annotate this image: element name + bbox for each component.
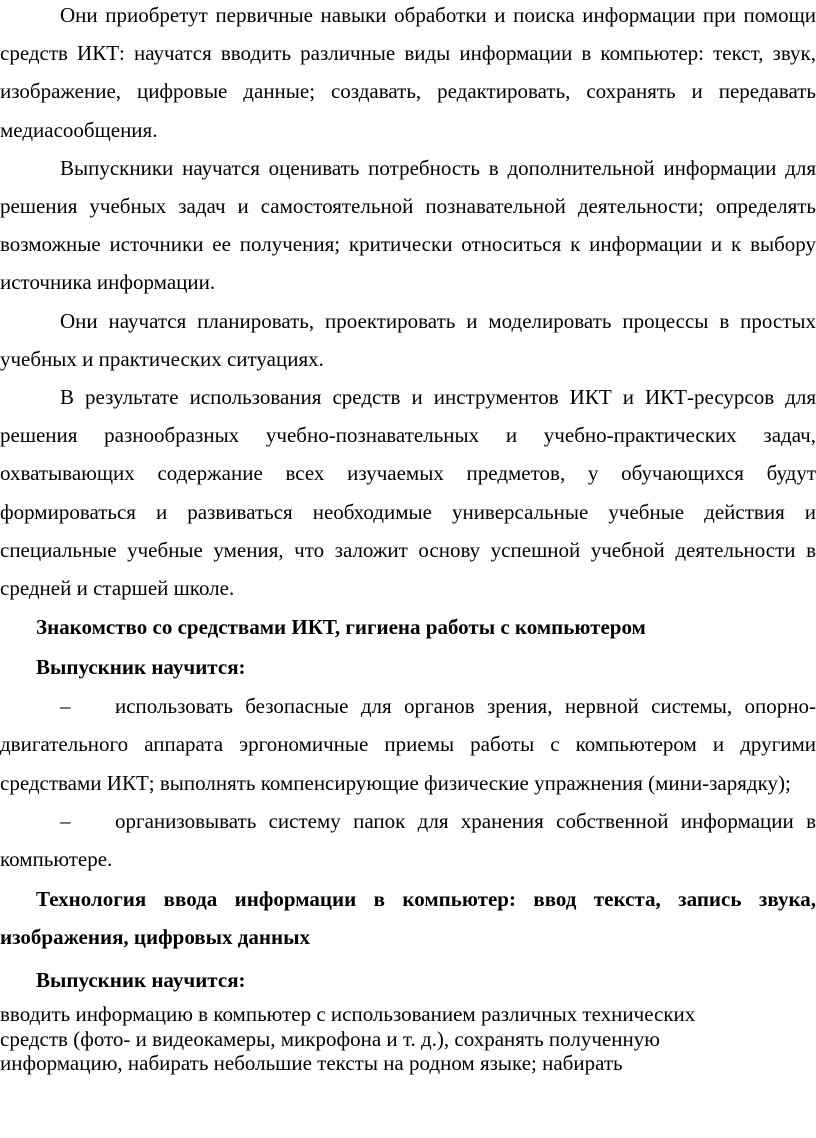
section-2-heading: Технология ввода информации в компьютер: ввод текста, запись звука, изображения, цифровых данных — [0, 887, 816, 950]
dash-marker: – — [60, 808, 71, 833]
paragraph-1: Они приобретут первичные навыки обработки и поиска информации при помощи средств ИКТ: научатся вводить различные виды информации в компьютер: текст, звук, изображение, цифровые данные; создавать, редактировать, сохранять и передавать медиасообщения. — [0, 3, 816, 142]
section-1-list-item — [0, 687, 816, 802]
list-item-text: использовать безопасные для органов зрения, нервной системы, опорно-двигательного аппарата эргономичные приемы работы с компьютером и другими средствами ИКТ; выполнять компенсирующие физические упражнения (мини-зарядку); — [0, 694, 816, 795]
paragraph-2: Выпускники научатся оценивать потребность в дополнительной информации для решения учебных задач и самостоятельной познавательной деятельности; определять возможные источники ее получения; критически относиться к информации и к выбору источника информации. — [0, 155, 816, 295]
dash-marker: – — [60, 694, 71, 719]
paragraph-3: Они научатся планировать, проектировать и моделировать процессы в простых учебных и практических ситуациях. — [0, 308, 816, 371]
list-item-text: организовывать систему папок для хранения собственной информации в компьютере. — [0, 808, 816, 872]
section-2-line-2: средств (фото- и видеокамеры, микрофона и т. д.), сохранять полученную — [0, 1026, 660, 1051]
section-1-heading: Знакомство со средствами ИКТ, гигиена работы с компьютером — [36, 615, 646, 640]
section-2-line-3: информацию, набирать небольшие тексты на родном языке; набирать — [0, 1051, 623, 1076]
section-1-subheading: Выпускник научится: — [36, 655, 246, 680]
paragraph-4: В результате использования средств и инструментов ИКТ и ИКТ-ресурсов для решения разнообразных учебно-познавательных и учебно-практических задач, охватывающих содержание всех изучаемых предметов, у обучающихся будут формироваться и развиваться необходимые универсальные учебные действия и специальные учебные умения, что заложит основу успешной учебной деятельности в средней и старшей школе. — [0, 385, 816, 601]
section-2-line-1: вводить информацию в компьютер с использованием различных технических — [0, 1002, 696, 1027]
section-2-subheading: Выпускник научится: — [36, 968, 246, 993]
section-2-body — [0, 1002, 816, 1076]
section-1-list-item — [0, 802, 816, 878]
